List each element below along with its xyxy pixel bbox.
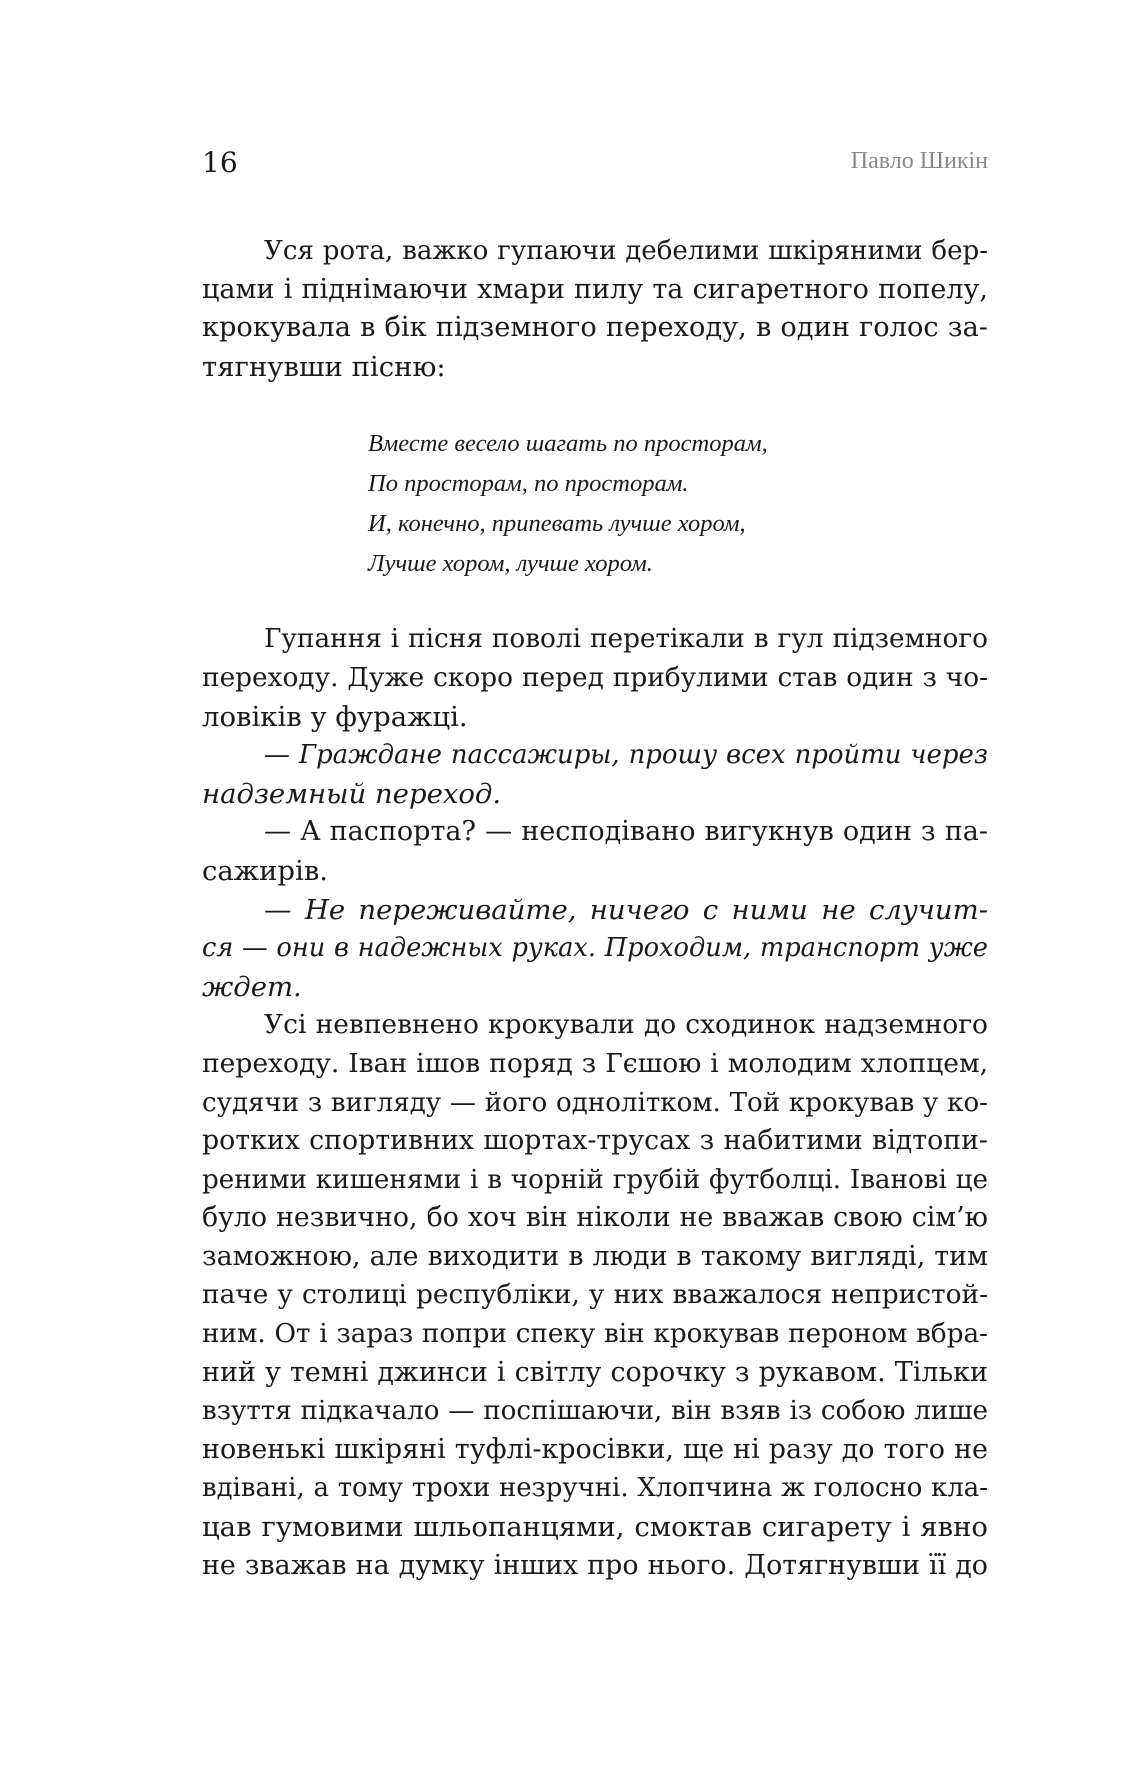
text-line: ся — они в надежных руках. Проходим, транспорт уже <box>202 933 988 964</box>
text-line: ним. От і зараз попри спеку він крокував пероном вбра- <box>202 1319 988 1350</box>
text-line: — Не переживайте, ничего с ними не случит- <box>264 893 988 926</box>
text-line: ждет. <box>202 970 302 1003</box>
running-head-author: Павло Шикін <box>850 148 988 174</box>
text-line: не зважав на думку інших про нього. Дотягнувши її до <box>202 1549 988 1581</box>
dialogue-passenger <box>202 813 988 890</box>
text-line: — А паспорта? — несподівано вигукнув один з па- <box>264 816 988 848</box>
verse-line: По просторам, по просторам. <box>368 470 689 498</box>
text-line: ний у темні джинси і світлу сорочку з рукавом. Тільки <box>202 1356 988 1388</box>
text-line: сажирів. <box>202 854 329 887</box>
text-line: переходу. Дуже скоро перед прибулими став один з чо- <box>202 662 988 693</box>
paragraph-1 <box>202 232 988 386</box>
paragraph-2 <box>202 620 988 736</box>
page-header <box>202 146 988 186</box>
verse-line: Лучше хором, лучше хором. <box>368 550 653 578</box>
text-line: було незвично, бо хоч він ніколи не вважав свою сім’ю <box>202 1202 988 1234</box>
text-line: судячи з вигляду — його однолітком. Той крокував у ко- <box>202 1087 988 1118</box>
text-line: цами і піднімаючи хмари пилу та сигаретного попелу, <box>202 273 988 305</box>
text-line: новенькі шкіряні туфлі-кросівки, ще ні разу до того не <box>202 1433 988 1465</box>
verse-line: Вместе весело шагать по просторам, <box>368 430 768 458</box>
body-text <box>202 232 988 1585</box>
text-line: ротких спортивних шортах-трусах з набитими відтопи- <box>202 1125 988 1157</box>
page-number: 16 <box>202 146 238 179</box>
text-line: заможною, але виходити в люди в такому вигляді, тим <box>202 1240 988 1272</box>
text-line: паче у столиці республіки, у них вважалося непристой- <box>202 1280 988 1311</box>
text-line: цав гумовими шльопанцями, смоктав сигарету і явно <box>202 1511 988 1544</box>
paragraph-3 <box>202 1006 988 1585</box>
text-line: ловіків у фуражці. <box>202 700 468 733</box>
verse-line: И, конечно, припевать лучше хором, <box>368 510 746 538</box>
song-verse <box>202 424 988 584</box>
text-line: Уся рота, важко гупаючи дебелими шкіряними бер- <box>264 236 988 266</box>
text-line: реними кишенями і в чорній грубій футболці. Іванові це <box>202 1164 988 1195</box>
text-line: — Граждане пассажиры, прошу всех пройти через <box>264 740 988 771</box>
dialogue-officer-2 <box>202 891 988 1007</box>
text-line: вдівані, а тому трохи незручні. Хлопчина ж голосно кла- <box>202 1473 988 1504</box>
text-line: надземный переход. <box>202 777 502 810</box>
text-line: крокувала в бік підземного переходу, в один голос за- <box>202 312 988 344</box>
text-line: взуття підкачало — поспішаючи, він взяв із собою лише <box>202 1396 988 1427</box>
text-line: Усі невпевнено крокували до сходинок надземного <box>264 1009 988 1041</box>
dialogue-officer-1 <box>202 736 988 813</box>
text-line: Гупання і пісня поволі перетікали в гул підземного <box>264 624 988 655</box>
text-line: переходу. Іван ішов поряд з Гєшою і молодим хлопцем, <box>202 1047 988 1079</box>
text-line: тягнувши пісню: <box>202 350 446 383</box>
